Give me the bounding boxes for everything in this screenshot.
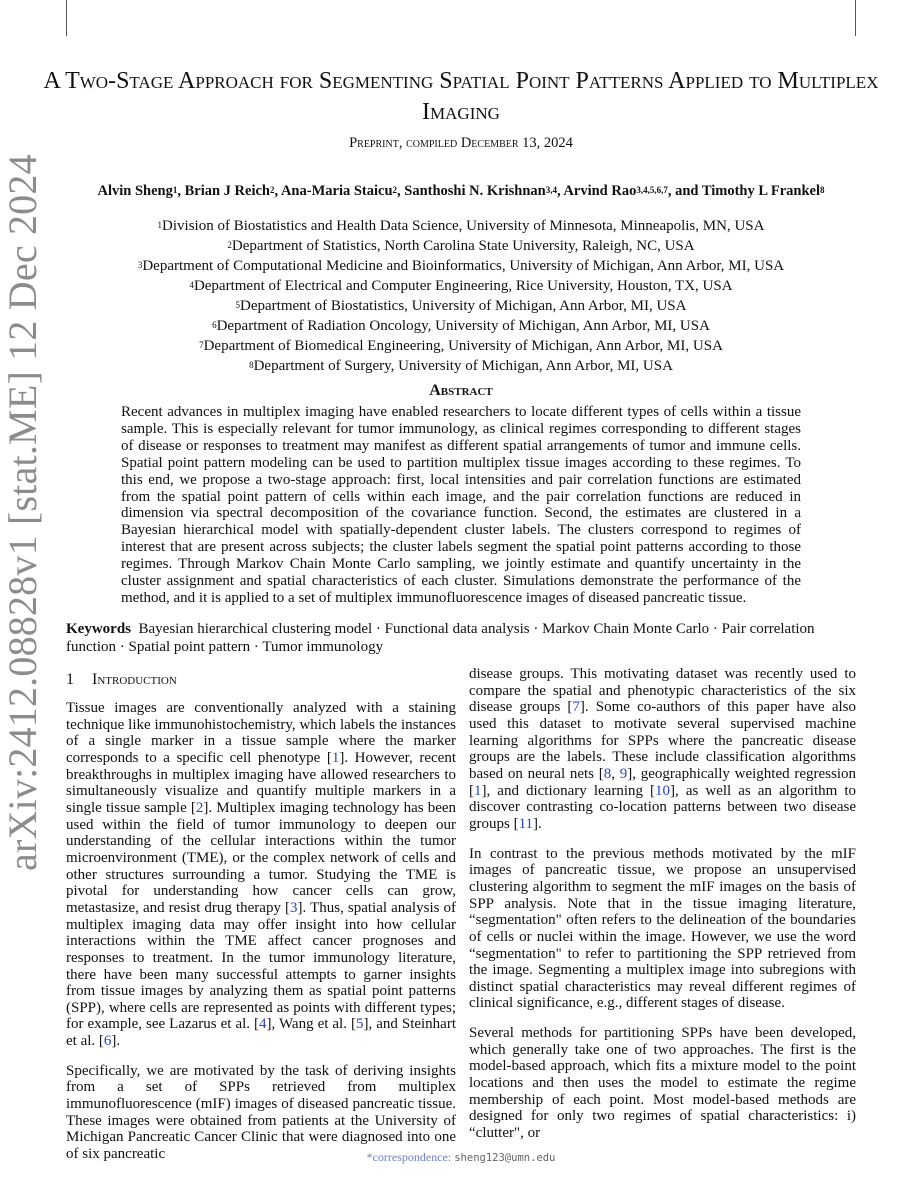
affiliation-text: Division of Biostatistics and Health Data Science, University of Minnesota, Minneapolis, MN, USA <box>162 218 765 234</box>
affiliation-list <box>30 216 892 376</box>
paragraph-text: ]. Some co-authors of this paper have also used this dataset to motivate several supervised machine learning algorithms for SPPs where the pancreatic disease groups are the labels. These include classification algorithms based on neural nets [ <box>469 699 856 782</box>
affiliation-number: 6 <box>212 320 217 330</box>
citation-link[interactable]: 9 <box>619 765 628 782</box>
paragraph-text: ]. <box>533 815 542 832</box>
affiliation-number: 7 <box>199 340 204 350</box>
affiliation-number: 4 <box>189 280 194 290</box>
affiliation-line <box>30 316 892 336</box>
paragraph-text: ]. <box>111 1033 121 1050</box>
section-number: 1 <box>66 671 74 688</box>
affiliation-number: 2 <box>227 240 232 250</box>
keywords-label: Keywords <box>66 621 131 637</box>
citation-link[interactable]: 10 <box>655 782 671 799</box>
author-name: Arvind Rao <box>563 183 637 199</box>
affiliation-line <box>30 236 892 256</box>
author-affiliation-mark: 2 <box>392 185 398 195</box>
citation-link[interactable]: 1 <box>474 782 482 799</box>
citation-link[interactable]: 2 <box>195 799 204 816</box>
author-name: Ana-Maria Staicu <box>280 183 393 199</box>
paragraph-text: , <box>611 765 620 782</box>
paragraph-text: ], as well as an algorithm to discover contrasting co-location patterns between two disease groups [ <box>469 782 856 832</box>
left-column <box>66 670 456 1163</box>
right-column <box>469 666 856 1142</box>
affiliation-text: Department of Statistics, North Carolina State University, Raleigh, NC, USA <box>231 238 695 254</box>
affiliation-line <box>30 356 892 376</box>
section-title: Introduction <box>92 671 177 688</box>
citation-link[interactable]: 11 <box>518 815 534 832</box>
author-separator: , <box>397 183 405 199</box>
author-affiliation-mark: 2 <box>270 185 275 195</box>
author-affiliation-mark: 8 <box>820 185 825 195</box>
author-affiliation-mark: 3,4 <box>545 185 557 195</box>
body-paragraph <box>469 1025 856 1142</box>
correspondence-footnote <box>0 1150 922 1165</box>
author-name: Santhoshi N. Krishnan <box>404 183 546 199</box>
section-heading <box>66 670 456 700</box>
paragraph-text: ]. Thus, spatial analysis of multiplex imaging data may offer insight into how cellular interactions within the TME affect cancer prognoses and responses to treatment. In the tumor immunology literature, there have been many successful attempts to garner insights from tissue images by analyzing them as spatial point patterns (SPP), where cells are represented as points with different types; for example, see Lazarus et al. [ <box>66 899 457 1033</box>
paragraph-text: Several methods for partitioning SPPs have been developed, which generally take one of two approaches. The first is the model-based approach, which fits a mixture model to the point locations and then uses the model to estimate the regime membership of each point. Most model-based methods are designed for only two regimes of spatial characteristics: i) “clutter", or <box>469 1025 856 1142</box>
correspondence-email[interactable]: sheng123@umn.edu <box>454 1152 556 1164</box>
affiliation-number: 5 <box>235 300 241 310</box>
paragraph-text: ], Wang et al. [ <box>266 1016 356 1033</box>
preprint-date: Preprint, compiled December 13, 2024 <box>349 135 573 151</box>
affiliation-line <box>30 216 892 236</box>
affiliation-text: Department of Computational Medicine and Bioinformatics, University of Michigan, Ann Arbor, MI, USA <box>142 258 785 274</box>
citation-link[interactable]: 3 <box>290 899 298 916</box>
affiliation-text: Department of Electrical and Computer Engineering, Rice University, Houston, TX, USA <box>193 278 733 294</box>
author-affiliation-mark: 3,4,5,6,7 <box>636 185 668 195</box>
author-separator: , <box>177 183 185 199</box>
affiliation-line <box>30 296 892 316</box>
citation-link[interactable]: 8 <box>603 765 612 782</box>
paragraph-text: Specifically, we are motivated by the task of deriving insights from a set of SPPs retrieved from multiplex immunofluorescence (mIF) images of diseased pancreatic tissue. These images were obtained from patients at the University of Michigan Pancreatic Cancer Clinic that were diagnosed into one of six pancreatic <box>66 1062 456 1163</box>
citation-link[interactable]: 1 <box>331 749 340 766</box>
body-paragraph <box>469 666 856 833</box>
paragraph-text: disease groups. This motivating dataset was recently used to compare the spatial and phenotypic characteristics of the six disease groups [ <box>469 666 856 716</box>
author-affiliation-mark: 1 <box>172 185 178 195</box>
arxiv-identifier: arXiv:2412.08828v1 [stat.ME] 12 Dec 2024 <box>0 154 45 871</box>
author-separator: , <box>556 183 564 199</box>
affiliation-text: Department of Surgery, University of Michigan, Ann Arbor, MI, USA <box>253 358 673 374</box>
crop-mark <box>66 0 67 36</box>
author-name: Timothy L Frankel <box>701 183 820 199</box>
author-list <box>20 181 902 201</box>
body-paragraph <box>66 1063 456 1163</box>
abstract-heading: Abstract <box>429 382 493 399</box>
affiliation-number: 8 <box>249 360 254 370</box>
author-separator: , and <box>667 183 702 199</box>
author-name: Brian J Reich <box>184 183 270 199</box>
paragraph-text: Tissue images are conventionally analyzed with a staining technique like immunohistochemistry, which labels the instances of a single marker in a tissue sample where the marker corresponds to a specific cell phenotype [ <box>66 700 456 766</box>
keywords-text: Bayesian hierarchical clustering model · Functional data analysis · Markov Chain Monte Carlo · Pair correlation function · Spatial point pattern · Tumor immunology <box>66 621 815 655</box>
paragraph-text: ], geographically weighted regression [ <box>469 765 856 799</box>
citation-link[interactable]: 6 <box>103 1033 112 1050</box>
affiliation-text: Department of Biostatistics, University of Michigan, Ann Arbor, MI, USA <box>240 298 687 314</box>
affiliation-text: Department of Radiation Oncology, University of Michigan, Ann Arbor, MI, USA <box>216 318 710 334</box>
paragraph-text: ]. However, recent breakthroughs in multiplex imaging have allowed researchers to simultaneously visualize and quantify multiple markers in a single tissue sample [ <box>66 749 456 816</box>
left-column-body <box>66 700 456 1163</box>
citation-link[interactable]: 7 <box>572 699 580 716</box>
paragraph-text: ]. Multiplex imaging technology has been used within the field of tumor immunology to deepen our understanding of the cellular interactions within the tumor microenvironment (TME), or the complex network of cells and other structures surrounding a tumor. Studying the TME is pivotal for understanding how cancer cells can grow, metastasize, and resist drug therapy [ <box>66 799 457 916</box>
body-paragraph <box>66 700 456 1050</box>
paragraph-text: In contrast to the previous methods motivated by the mIF images of pancreatic tissue, we propose an unsupervised clustering algorithm to segment the mIF images on the basis of SPP analysis. Note that in the tissue imaging literature, “segmentation" often refers to the delineation of the boundaries of cells or nuclei within the image. However, we use the word “segmentation" to refer to partitioning the SPP retrieved from the image. Segmenting a multiplex image into subregions with distinct spatial characteristics may reveal different regimes of clinical significance, e.g., different stages of disease. <box>469 845 856 1012</box>
paper-title: A Two-Stage Approach for Segmenting Spatial Point Patterns Applied to Multiplex Imaging <box>43 68 879 125</box>
affiliation-number: 1 <box>157 220 163 230</box>
correspondence-label: *correspondence: <box>366 1150 452 1164</box>
affiliation-number: 3 <box>137 260 143 270</box>
citation-link[interactable]: 4 <box>259 1016 267 1033</box>
right-column-body <box>469 666 856 1142</box>
paragraph-text: ], and Steinhart et al. [ <box>66 1016 457 1050</box>
paragraph-text: ], and dictionary learning [ <box>481 782 656 799</box>
affiliation-line <box>30 256 892 276</box>
author-name: Alvin Sheng <box>97 183 173 199</box>
crop-mark <box>855 0 856 36</box>
keywords <box>66 620 856 656</box>
citation-link[interactable]: 5 <box>355 1016 364 1033</box>
affiliation-line <box>30 336 892 356</box>
author-separator: , <box>274 183 281 199</box>
body-paragraph <box>469 846 856 1013</box>
abstract-text: Recent advances in multiplex imaging have enabled researchers to locate different types of cells within a tissue sample. This is especially relevant for tumor immunology, as clinical regimes corresponding to different stages of disease or responses to treatment may manifest as different spatial arrangements of tumor and immune cells. Spatial point pattern modeling can be used to partition multiplex tissue images according to these regimes. To this end, we propose a two-stage approach: first, local intensities and pair correlation functions are estimated from the spatial point pattern of cells within each image, and the pair correlation functions are reduced in dimension via spectral decomposition of the covariance function. Second, the estimates are clustered in a Bayesian hierarchical model with spatially-dependent cluster labels. The clusters correspond to regimes of interest that are present across subjects; the cluster labels segment the spatial point patterns according to those regimes. Through Markov Chain Monte Carlo sampling, we jointly estimate and quantify uncertainty in the cluster assignment and spatial characteristics of each cluster. Simulations demonstrate the performance of the method, and it is applied to a set of multiplex immunofluorescence images of diseased pancreatic tissue. <box>121 404 801 606</box>
affiliation-text: Department of Biomedical Engineering, University of Michigan, Ann Arbor, MI, USA <box>203 338 723 354</box>
affiliation-line <box>30 276 892 296</box>
